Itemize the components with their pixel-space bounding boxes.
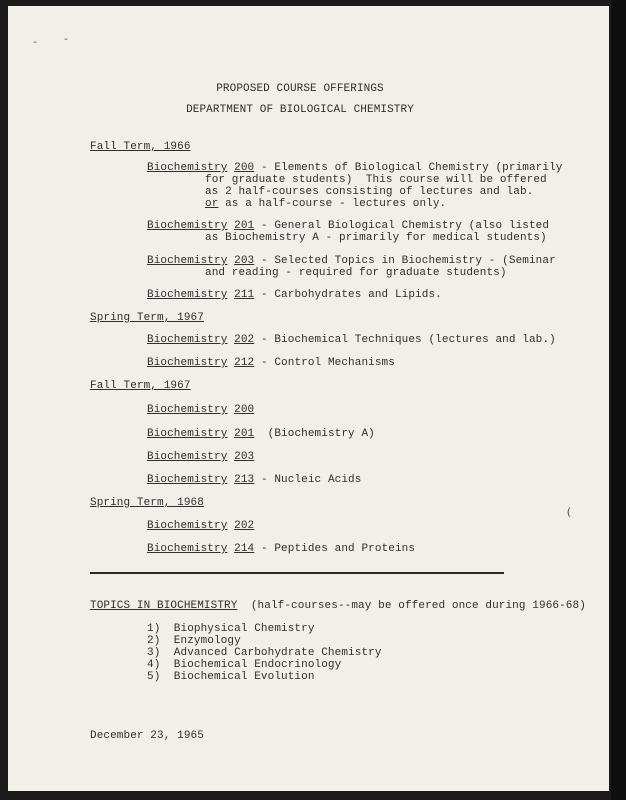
- topic-item: 5) Biochemical Evolution: [147, 671, 315, 683]
- course-desc-line: or as a half-course - lectures only.: [205, 198, 447, 210]
- topic-item: 4) Biochemical Endocrinology: [147, 659, 342, 671]
- course-entry: Biochemistry 200: [147, 404, 255, 416]
- term-heading: Spring Term, 1967: [90, 312, 204, 324]
- term-heading: Fall Term, 1967: [90, 380, 191, 392]
- course-entry: Biochemistry 213 - Nucleic Acids: [147, 474, 362, 486]
- course-entry: Biochemistry 214 - Peptides and Proteins: [147, 543, 416, 555]
- topic-item: 1) Biophysical Chemistry: [147, 623, 315, 635]
- scan-border: [611, 0, 626, 800]
- doc-title: PROPOSED COURSE OFFERINGS: [216, 83, 384, 95]
- course-entry: Biochemistry 203 - Selected Topics in Biochemistry - (Seminar: [147, 255, 556, 267]
- course-entry: Biochemistry 201 - General Biological Chemistry (also listed: [147, 220, 550, 232]
- course-entry: Biochemistry 211 - Carbohydrates and Lipids.: [147, 289, 442, 301]
- course-entry: Biochemistry 202: [147, 520, 255, 532]
- scan-mark: -: [32, 38, 39, 49]
- topic-item: 2) Enzymology: [147, 635, 241, 647]
- course-entry: Biochemistry 202 - Biochemical Techniques (lectures and lab.): [147, 334, 556, 346]
- course-desc-line: as Biochemistry A - primarily for medical students): [205, 232, 547, 244]
- scan-mark: (: [566, 508, 573, 519]
- doc-subtitle: DEPARTMENT OF BIOLOGICAL CHEMISTRY: [186, 104, 414, 116]
- topics-heading: TOPICS IN BIOCHEMISTRY (half-courses--may be offered once during 1966-68): [90, 600, 586, 612]
- course-entry: Biochemistry 203: [147, 451, 255, 463]
- course-desc-line: for graduate students) This course will be offered: [205, 174, 547, 186]
- course-desc-line: as 2 half-courses consisting of lectures and lab.: [205, 186, 534, 198]
- topic-item: 3) Advanced Carbohydrate Chemistry: [147, 647, 382, 659]
- term-heading: Spring Term, 1968: [90, 497, 204, 509]
- course-entry: Biochemistry 201 (Biochemistry A): [147, 428, 375, 440]
- term-heading: Fall Term, 1966: [90, 141, 191, 153]
- scan-mark: -: [63, 35, 70, 46]
- document-date: December 23, 1965: [90, 730, 204, 742]
- course-entry: Biochemistry 212 - Control Mechanisms: [147, 357, 395, 369]
- course-entry: Biochemistry 200 - Elements of Biological Chemistry (primarily: [147, 162, 563, 174]
- section-divider: [90, 572, 504, 574]
- course-desc-line: and reading - required for graduate students): [205, 267, 507, 279]
